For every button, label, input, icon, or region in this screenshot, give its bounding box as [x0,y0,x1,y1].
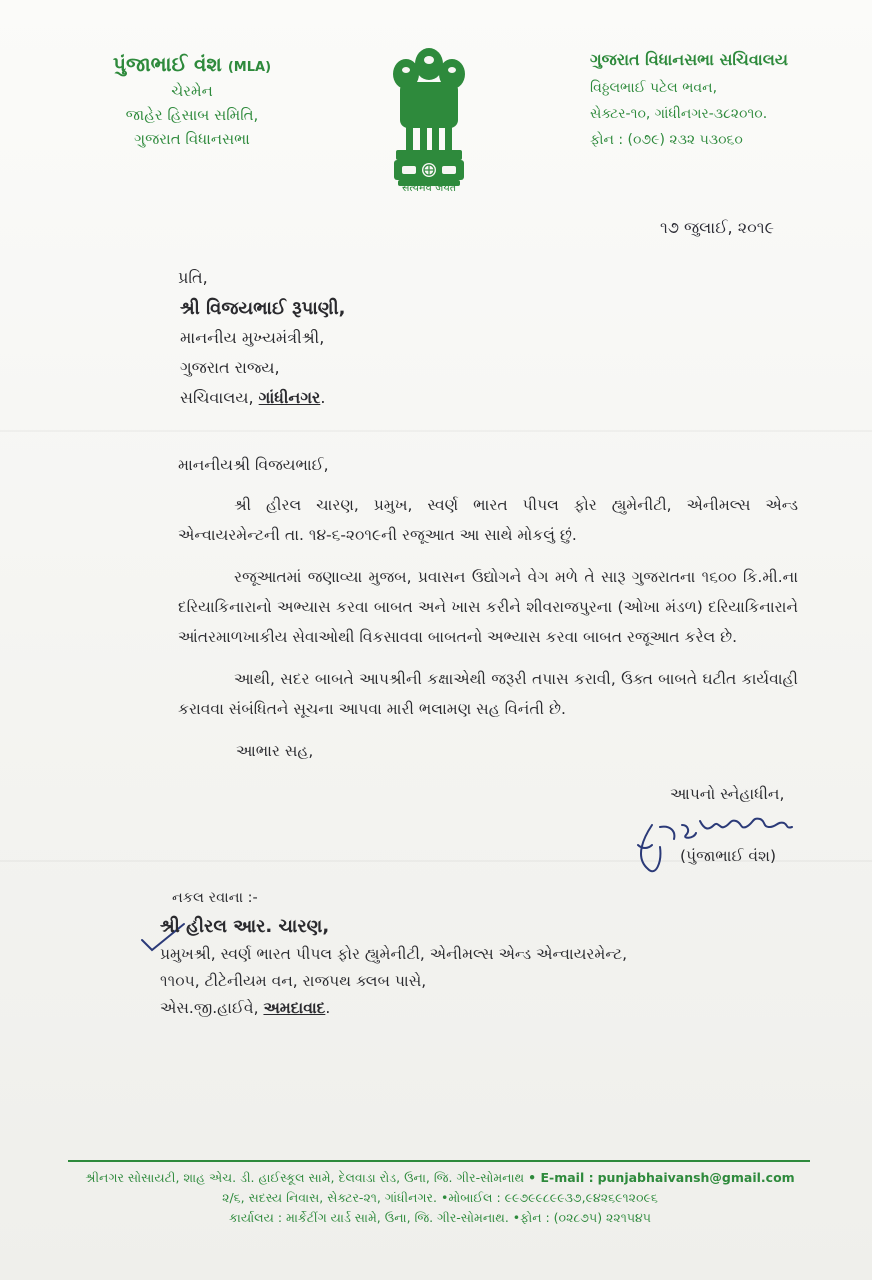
sender-designation: ચેરમેન [171,82,213,100]
letter-footer [60,1168,820,1228]
office-title: ગુજરાત વિધાનસભા સચિવાલય [590,50,788,69]
copy-recipient-city: અમદાવાદ [263,999,326,1017]
copy-label: નકલ રવાના :- [172,890,258,906]
paper-fold [0,430,872,432]
footer-address: શ્રીનગર સોસાયટી, શાહ એચ. ડી. હાઈસ્કૂલ સામે, દેલવાડા રોડ, ઉના, જિ. ગીર-સોમનાથ [85,1170,525,1185]
letterhead-sender [62,52,322,148]
copy-recipient-city-line [160,999,800,1018]
body-paragraph-2: રજૂઆતમાં જણાવ્યા મુજબ, પ્રવાસન ઉદ્યોગને વેગ મળે તે સારૂ ગુજરાતના ૧૬૦૦ કિ.મી.ના દરિયાકિનારાનો અભ્યાસ કરવા બાબત અને ખાસ કરીને શીવરાજપુરના (ઓખા મંડળ) દરિયાકિનારાને આંતરમાળખાકીય સેવાઓથી વિકસાવવા બાબતનો અભ્યાસ કરવા બાબત રજૂઆત કરેલ છે. [178,568,798,646]
letter-body [178,450,798,766]
footer-email-label: • E-mail : [528,1170,594,1185]
recipient-state: ગુજરાત રાજ્ય, [180,358,280,377]
sender-name [62,52,322,76]
copy-recipient-highway: એસ.જી.હાઈવે, [160,999,259,1017]
footer-divider [68,1160,810,1162]
office-building: વિઠ્ઠલભાઈ પટેલ ભવન, [590,80,718,96]
letter-date: ૧૭ જુલાઈ, ૨૦૧૯ [660,218,775,237]
signatory-name: (પુંજાભાઈ વંશ) [680,847,777,865]
copy-to-section [160,890,800,1026]
copy-recipient-address: ૧૧૦૫, ટીટેનીયમ વન, રાજપથ ક્લબ પાસે, [160,972,427,990]
recipient-name: શ્રી વિજયભાઈ રૂપાણી, [180,298,346,319]
emblem-motto: सत्यमेव जयते [401,181,456,194]
recipient-title: માનનીય મુખ્યમંત્રીશ્રી, [180,328,325,347]
office-phone: ફોન : (૦૭૯) ૨૩૨ ૫૩૦૬૦ [590,132,743,148]
recipient-office: સચિવાલય, [180,388,254,407]
signature-block [630,785,840,865]
copy-recipient-name: શ્રી હીરલ આર. ચારણ, [160,916,330,937]
office-address: સેક્ટર-૧૦, ગાંધીનગર-૩૮૨૦૧૦. [590,106,768,122]
sender-mla: (MLA) [227,60,272,75]
footer-email: punjabhaivansh@gmail.com [597,1170,795,1185]
period: . [320,388,326,407]
copy-recipient-org: પ્રમુખશ્રી, સ્વર્ણ ભારત પીપલ ફોર હ્યુમેનીટી, એનીમલ્સ એન્ડ એન્વાયરમેન્ટ, [160,945,628,963]
letterhead-office [590,50,830,148]
body-paragraph-3: આથી, સદર બાબતે આપશ્રીની કક્ષાએથી જરૂરી તપાસ કરાવી, ઉક્ત બાબતે ઘટીત કાર્યવાહી કરાવવા સંબંધિતને સૂચના આપવા મારી ભલામણ સહ વિનંતી છે. [178,670,798,718]
footer-line-1 [60,1168,820,1188]
to-label: પ્રતિ, [178,268,208,287]
footer-line-2: ૨/૬, સદસ્ય નિવાસ, સેક્ટર-૨૧, ગાંધીનગર. •મોબાઈલ : ૯૯૭૯૯૮૯૯૩૭,૯૪૨૬૯૧૨૦૯૬ [222,1190,658,1205]
period: . [325,999,331,1017]
closing-thanks: આભાર સહ, [236,742,314,760]
closing-yours: આપનો સ્નેહાધીન, [670,785,785,803]
recipient-address [178,268,345,418]
body-paragraph-1: શ્રી હીરલ ચારણ, પ્રમુખ, સ્વર્ણ ભારત પીપલ ફોર હ્યુમેનીટી, એનીમલ્સ એન્ડ એન્વાયરમેન્ટની તા. ૧૪-૬-૨૦૧૯ની રજૂઆત આ સાથે મોકલું છું. [178,496,798,544]
sender-committee: જાહેર હિસાબ સમિતિ, [125,106,259,124]
recipient-city: ગાંધીનગર [258,388,321,407]
recipient-office-line [178,388,345,418]
footer-line-3: કાર્યાલય : માર્કેટીંગ યાર્ડ સામે, ઉના, જિ. ગીર-સોમનાથ. •ફોન : (૦૨૮૭૫) ૨૨૧૫૪૫ [228,1210,652,1225]
ashoka-emblem-icon [384,42,474,197]
salutation: માનનીયશ્રી વિજયભાઈ, [178,456,329,474]
sender-assembly: ગુજરાત વિધાનસભા [134,130,250,148]
sender-name-text: પુંજાભાઈ વંશ [112,52,222,76]
